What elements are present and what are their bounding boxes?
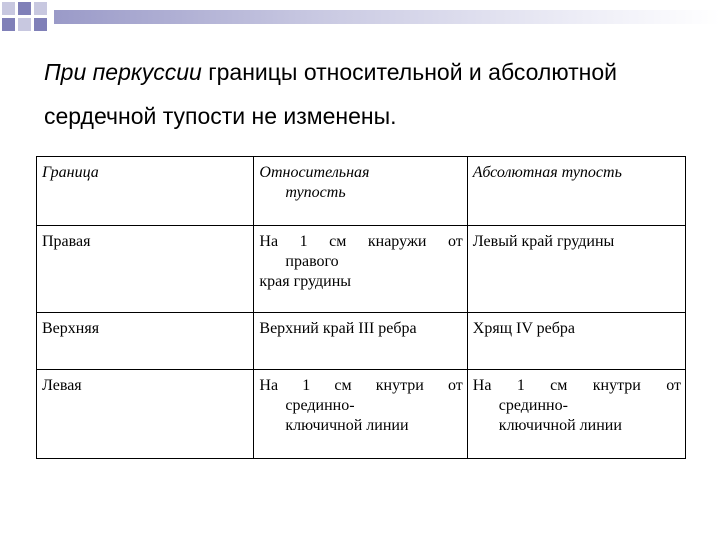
cell-relative: На 1 см кнаружи от правого края грудины <box>254 226 467 313</box>
decor-square <box>18 2 31 15</box>
heading-italic: При перкуссии <box>44 59 202 85</box>
table-row <box>37 226 686 313</box>
decorative-squares <box>0 0 60 40</box>
decor-square <box>18 18 31 31</box>
header-absolute: Абсолютная тупость <box>467 157 685 226</box>
cell-relative: На 1 см кнутри от срединно- ключичной линии <box>254 370 467 459</box>
header-relative: Относительная тупость <box>254 157 467 226</box>
decor-square <box>34 18 47 31</box>
cardiac-dullness-table <box>36 156 686 459</box>
cell-border: Правая <box>37 226 254 313</box>
cell-absolute: Левый край грудины <box>467 226 685 313</box>
table-row <box>37 370 686 459</box>
top-decorative-bar <box>54 10 720 24</box>
decor-square <box>2 2 15 15</box>
cell-border: Левая <box>37 370 254 459</box>
table-row <box>37 313 686 370</box>
decor-square <box>2 18 15 31</box>
header-border: Граница <box>37 157 254 226</box>
cell-absolute: Хрящ IV ребра <box>467 313 685 370</box>
table-header-row <box>37 157 686 226</box>
cell-relative: Верхний край III ребра <box>254 313 467 370</box>
decor-square <box>34 2 47 15</box>
cell-border: Верхняя <box>37 313 254 370</box>
slide-heading <box>44 50 684 138</box>
heading-text: границы относительной и абсолютной сердечной тупости не изменены. <box>44 59 617 129</box>
cell-absolute: На 1 см кнутри от срединно- ключичной линии <box>467 370 685 459</box>
